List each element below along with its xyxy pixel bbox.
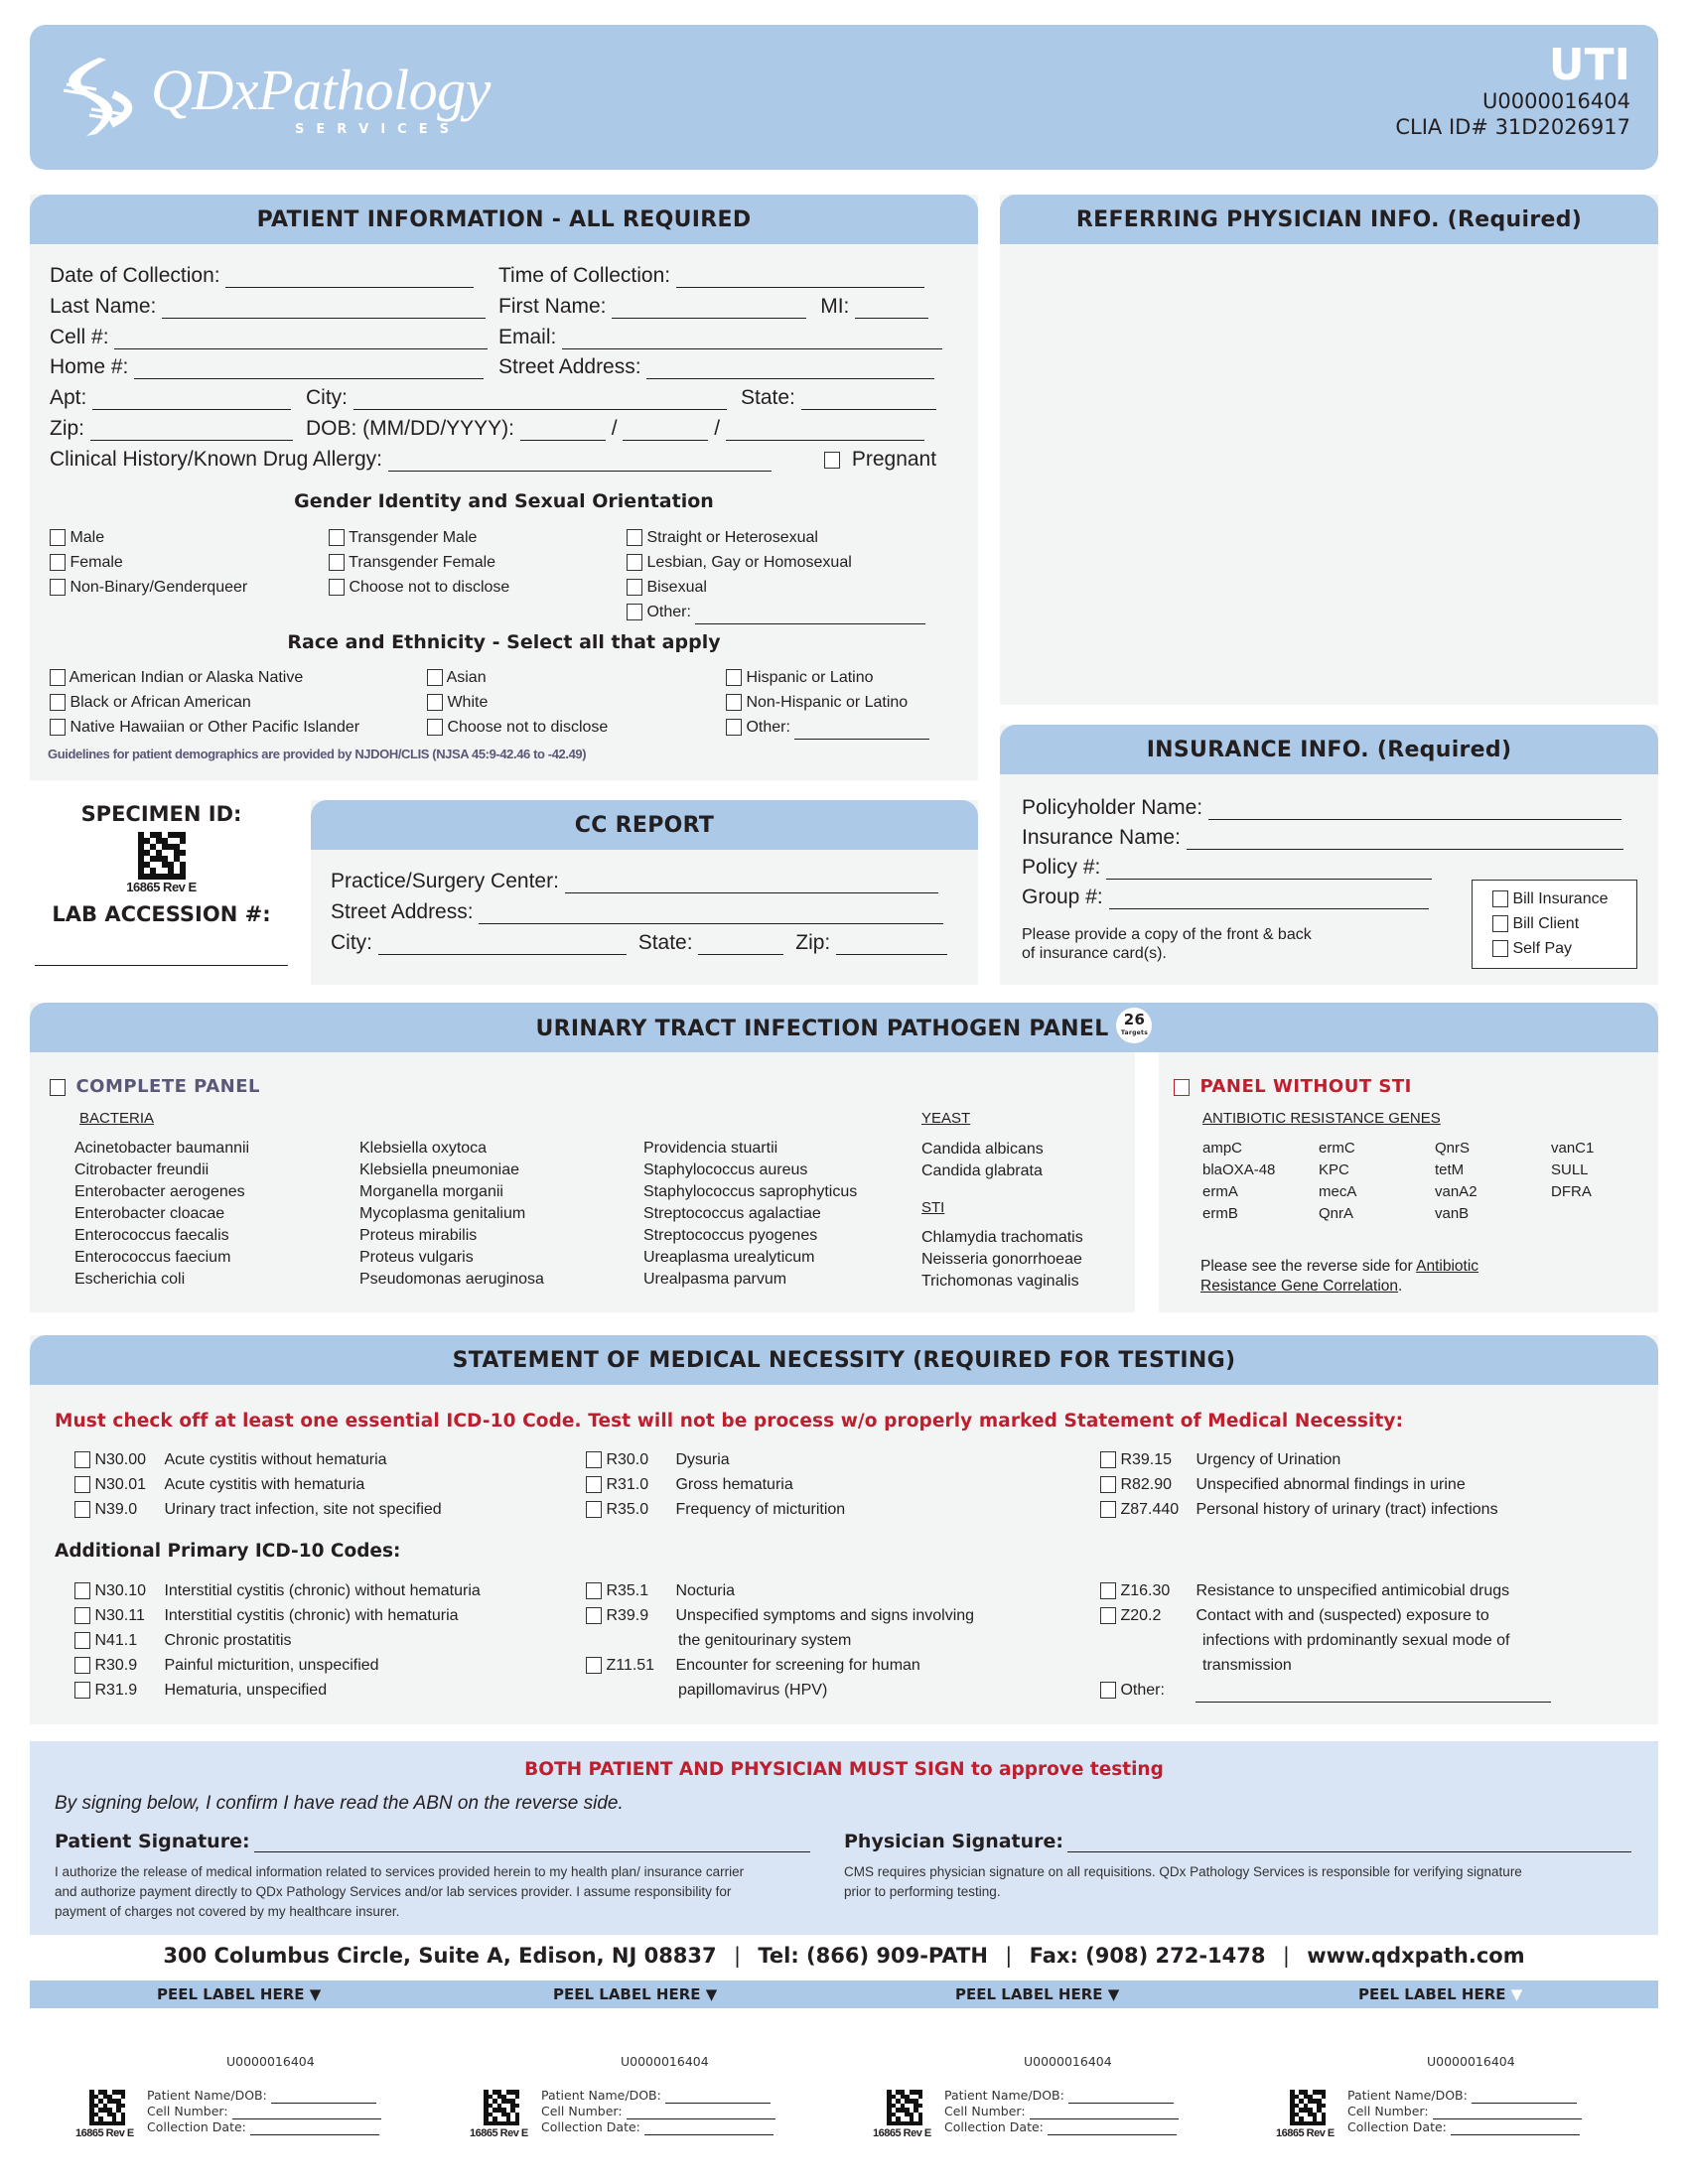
ethnicity-option-other[interactable]: Other: xyxy=(726,715,929,740)
bacteria-col-3: Providencia stuartii Staphylococcus aureus Staphylococcus saprophyticus Streptococcus agalactiae Streptococcus pyogenes Ureaplasma urealyticum Urealpasma parvum xyxy=(643,1140,858,1288)
label-id: U0000016404 xyxy=(226,2054,315,2069)
city-field[interactable] xyxy=(353,390,727,410)
label-sticker-3[interactable]: U0000016404 16865 Rev E Patient Name/DOB: Cell Number: Collection Date: xyxy=(867,2050,1204,2159)
race-col-1 xyxy=(50,665,359,740)
footer-fax: Fax: (908) 272-1478 xyxy=(1029,1944,1266,1968)
cell-label: Cell #: xyxy=(50,326,109,348)
clinical-history-field[interactable] xyxy=(388,452,772,472)
icd-option[interactable]: R30.0 Dysuria xyxy=(586,1447,845,1472)
label-patient-name-field[interactable] xyxy=(665,2092,771,2104)
gender-option[interactable]: Male xyxy=(50,525,247,550)
cc-report-title: CC REPORT xyxy=(574,813,715,838)
pregnant-checkbox[interactable] xyxy=(824,452,840,469)
antibiotic-correlation-link-2[interactable]: Resistance Gene Correlation xyxy=(1200,1278,1399,1295)
state-field[interactable] xyxy=(801,390,936,410)
label-patient-name-field[interactable] xyxy=(271,2092,376,2104)
orientation-option[interactable]: Lesbian, Gay or Homosexual xyxy=(627,550,925,575)
label-collection-field[interactable] xyxy=(1048,2123,1177,2135)
specimen-id-title: SPECIMEN ID: xyxy=(80,802,242,826)
label-id: U0000016404 xyxy=(1427,2054,1515,2069)
datamatrix-barcode-icon xyxy=(89,2090,125,2125)
dob-year-field[interactable] xyxy=(726,421,924,441)
peel-label-4: PEEL LABEL HERE ▼ xyxy=(1358,1985,1523,2003)
icd-option[interactable]: R35.1 Nocturia xyxy=(586,1578,974,1603)
label-patient-name-field[interactable] xyxy=(1472,2092,1577,2104)
logo-subtext: SERVICES xyxy=(295,122,461,137)
bill-insurance-option[interactable]: Bill Insurance xyxy=(1492,887,1636,911)
insurance-title: INSURANCE INFO. (Required) xyxy=(1146,738,1512,762)
additional-codes-col-3: Z16.30 Resistance to unspecified antimicobial drugs Z20.2 Contact with and (suspected) exposure to infections with prdominantly sexual mode of transmission Other: xyxy=(1100,1578,1551,1703)
icd-option[interactable]: Z11.51 Encounter for screening for human xyxy=(586,1653,974,1678)
medical-necessity-title: STATEMENT OF MEDICAL NECESSITY (REQUIRED FOR TESTING) xyxy=(452,1348,1236,1373)
street-address-label: Street Address: xyxy=(498,355,641,378)
cc-street-field[interactable] xyxy=(479,904,943,924)
billing-options-box xyxy=(1472,880,1637,969)
clinical-history-label: Clinical History/Known Drug Allergy: xyxy=(50,448,382,471)
logo-text: QDxPathology xyxy=(151,58,491,122)
specimen-rev: 16865 Rev E xyxy=(126,880,197,894)
cc-zip-field[interactable] xyxy=(836,935,947,955)
zip-label: Zip: xyxy=(50,417,85,440)
gender-option[interactable]: Transgender Male xyxy=(329,525,509,550)
essential-codes-col-2 xyxy=(586,1447,845,1522)
race-option[interactable]: White xyxy=(427,690,608,715)
cell-field[interactable] xyxy=(114,330,488,349)
footer-address: 300 Columbus Circle, Suite A, Edison, NJ 08837 xyxy=(163,1944,717,1968)
mi-label: MI: xyxy=(820,295,850,318)
physician-signature-label: Physician Signature: xyxy=(844,1831,1064,1852)
header-banner xyxy=(30,25,1658,170)
date-of-collection-field[interactable] xyxy=(225,268,474,288)
patient-authorization-note: I authorize the release of medical information related to services provided herein to my health plan/ insurance carrier and authorize payment directly to QDx Pathology Services and/or lab services provider. I assume responsibility for payment of charges not covered by my healthcare insurer. xyxy=(55,1864,745,1919)
icd-option[interactable]: R39.9 Unspecified symptoms and signs involving xyxy=(586,1603,974,1628)
first-name-field[interactable] xyxy=(612,299,806,319)
essential-codes-col-1 xyxy=(74,1447,442,1522)
footer-contact: 300 Columbus Circle, Suite A, Edison, NJ 08837 | Tel: (866) 909-PATH | Fax: (908) 272-1478 | www.qdxpath.com xyxy=(163,1944,1525,1968)
icd-option[interactable]: N30.00 Acute cystitis without hematuria xyxy=(74,1447,442,1472)
race-option[interactable]: Choose not to disclose xyxy=(427,715,608,740)
label-sticker-1[interactable]: U0000016404 16865 Rev E Patient Name/DOB: Cell Number: Collection Date: xyxy=(70,2050,407,2159)
arrow-down-icon: ▼ xyxy=(304,1985,322,2003)
label-rev: 16865 Rev E xyxy=(75,2127,134,2139)
footer-tel: Tel: (866) 909-PATH xyxy=(758,1944,988,1968)
sign-requirement-title: BOTH PATIENT AND PHYSICIAN MUST SIGN to approve testing xyxy=(524,1759,1164,1780)
sti-heading: STI xyxy=(921,1199,945,1216)
dna-helix-icon xyxy=(52,55,146,139)
insurance-name-field[interactable] xyxy=(1187,830,1623,850)
icd-option[interactable]: Z16.30 Resistance to unspecified antimicobial drugs xyxy=(1100,1578,1551,1603)
mi-field[interactable] xyxy=(855,299,928,319)
label-rev: 16865 Rev E xyxy=(873,2127,931,2139)
time-of-collection-field[interactable] xyxy=(676,268,924,288)
practice-field[interactable] xyxy=(565,874,938,893)
genes-col-4: vanC1 SULL DFRA xyxy=(1551,1140,1595,1200)
cc-city-label: City: xyxy=(331,931,372,954)
street-address-field[interactable] xyxy=(646,359,934,379)
policyholder-label: Policyholder Name: xyxy=(1022,796,1203,819)
bill-client-option[interactable]: Bill Client xyxy=(1492,911,1636,936)
label-collection-field[interactable] xyxy=(1451,2123,1580,2135)
home-phone-label: Home #: xyxy=(50,355,129,378)
race-option[interactable]: American Indian or Alaska Native xyxy=(50,665,359,690)
peel-label-1: PEEL LABEL HERE ▼ xyxy=(157,1985,322,2003)
icd-option[interactable]: R30.9 Painful micturition, unspecified xyxy=(74,1653,481,1678)
icd-option[interactable]: N41.1 Chronic prostatitis xyxy=(74,1628,481,1653)
dob-month-field[interactable] xyxy=(520,421,606,441)
group-number-field[interactable] xyxy=(1109,889,1429,909)
clia-id: CLIA ID# 31D2026917 xyxy=(1395,115,1630,139)
referring-physician-title: REFERRING PHYSICIAN INFO. (Required) xyxy=(1075,207,1583,232)
cc-street-label: Street Address: xyxy=(331,900,474,923)
ethnicity-col xyxy=(726,665,929,740)
requisition-id: U0000016404 xyxy=(1482,89,1630,113)
genes-col-2: ermC KPC mecA QnrA xyxy=(1319,1140,1357,1222)
patient-info-title: PATIENT INFORMATION - ALL REQUIRED xyxy=(256,207,752,232)
first-name-label: First Name: xyxy=(498,295,607,318)
label-id: U0000016404 xyxy=(621,2054,709,2069)
email-field[interactable] xyxy=(562,330,942,349)
arrow-down-icon: ▼ xyxy=(1102,1985,1120,2003)
gender-section-title: Gender Identity and Sexual Orientation xyxy=(294,490,714,512)
datamatrix-barcode-icon xyxy=(887,2090,922,2125)
signature-panel xyxy=(30,1741,1658,1935)
essential-codes-col-3 xyxy=(1100,1447,1498,1522)
label-sticker-4[interactable]: U0000016404 16865 Rev E Patient Name/DOB: Cell Number: Collection Date: xyxy=(1270,2050,1608,2159)
arrow-down-icon: ▼ xyxy=(700,1985,718,2003)
test-type: UTI xyxy=(1548,40,1630,90)
ethnicity-option[interactable]: Hispanic or Latino xyxy=(726,665,929,690)
insurance-name-label: Insurance Name: xyxy=(1022,826,1181,849)
icd-option[interactable]: N30.01 Acute cystitis with hematuria xyxy=(74,1472,442,1497)
pathogen-panel-title: URINARY TRACT INFECTION PATHOGEN PANEL 26 Targets xyxy=(30,1016,1658,1043)
patient-info-panel: PATIENT INFORMATION - ALL REQUIRED Date of Collection: Time of Collection: Last Name: First Name: MI: Cell #: Email: Home #: Street Address: Apt: City: State: Zip: DOB: (MM/DD/YYYY): / / Clinical History/Known Drug Allergy: Pregnant Gender Identity and Sexual Orientation Male Female Non-Binary/Genderqueer Transgender Male Transgender Female Choose not to disclose Straight or Heterosexual Lesbian, Gay or Homosexual Bisexual Other: Race and Ethnicity - Select all that apply American Indian or Alaska Native Black or African American Native Hawaiian or Other Pacific Islander Asian White Choose not to disclose Hispanic or Latino Non-Hispanic or Latino Other: Guidelines for patient demographics are provided by NJDOH/CLIS (NJSA 45:9-42.46 to -42.49) xyxy=(30,195,978,780)
icd-option[interactable]: N30.10 Interstitial cystitis (chronic) without hematuria xyxy=(74,1578,481,1603)
datamatrix-barcode-icon xyxy=(138,832,186,880)
apt-label: Apt: xyxy=(50,386,87,409)
peel-label-2: PEEL LABEL HERE ▼ xyxy=(553,1985,718,2003)
additional-codes-col-1 xyxy=(74,1578,481,1703)
peel-label-3: PEEL LABEL HERE ▼ xyxy=(955,1985,1120,2003)
time-of-collection-label: Time of Collection: xyxy=(498,264,671,287)
practice-label: Practice/Surgery Center: xyxy=(331,870,559,892)
label-collection-field[interactable] xyxy=(644,2123,774,2135)
group-number-label: Group #: xyxy=(1022,886,1103,908)
policyholder-field[interactable] xyxy=(1208,800,1621,820)
last-name-label: Last Name: xyxy=(50,295,157,318)
ethnicity-option[interactable]: Non-Hispanic or Latino xyxy=(726,690,929,715)
insurance-card-note-2: of insurance card(s). xyxy=(1022,945,1167,962)
label-id: U0000016404 xyxy=(1024,2054,1112,2069)
lab-accession-label: LAB ACCESSION #: xyxy=(52,902,271,926)
race-section-title: Race and Ethnicity - Select all that apply xyxy=(287,631,721,653)
specimen-id-block xyxy=(30,794,293,983)
patient-signature-label: Patient Signature: xyxy=(55,1831,250,1852)
genes-col-3: QnrS tetM vanA2 vanB xyxy=(1435,1140,1477,1222)
policy-number-field[interactable] xyxy=(1106,860,1432,880)
city-label: City: xyxy=(306,386,348,409)
cc-state-field[interactable] xyxy=(698,935,783,955)
referring-physician-panel xyxy=(1000,195,1658,705)
demographics-guidelines: Guidelines for patient demographics are provided by NJDOH/CLIS (NJSA 45:9-42.46 to -42.49) xyxy=(48,747,587,761)
icd-option[interactable]: N30.11 Interstitial cystitis (chronic) with hematuria xyxy=(74,1603,481,1628)
race-option[interactable]: Native Hawaiian or Other Pacific Islander xyxy=(50,715,359,740)
referring-physician-stamp-area[interactable] xyxy=(1000,244,1658,705)
patient-signature-field[interactable] xyxy=(254,1833,810,1852)
label-cell-field[interactable] xyxy=(627,2108,775,2119)
logo xyxy=(52,55,608,144)
yeast-list: Candida albicans Candida glabrata xyxy=(921,1141,1044,1179)
pathogen-panel xyxy=(30,1003,1658,1312)
last-name-field[interactable] xyxy=(162,299,486,319)
pregnant-label: Pregnant xyxy=(851,448,937,471)
abn-confirmation: By signing below, I confirm I have read the ABN on the reverse side. xyxy=(55,1793,624,1814)
dob-day-field[interactable] xyxy=(623,421,708,441)
physician-cms-note: CMS requires physician signature on all requisitions. QDx Pathology Services is responsible for verifying signature prior to performing testing. xyxy=(844,1864,1522,1899)
datamatrix-barcode-icon xyxy=(1290,2090,1326,2125)
race-option[interactable]: Asian xyxy=(427,665,608,690)
resistance-genes-heading: ANTIBIOTIC RESISTANCE GENES xyxy=(1202,1110,1441,1127)
genes-col-1: ampC blaOXA-48 ermA ermB xyxy=(1202,1140,1276,1222)
lab-accession-field[interactable] xyxy=(35,965,288,966)
yeast-heading: YEAST xyxy=(921,1110,971,1127)
dob-label: DOB: (MM/DD/YYYY): xyxy=(306,417,515,440)
icd-option[interactable]: R31.0 Gross hematuria xyxy=(586,1472,845,1497)
footer-website[interactable]: www.qdxpath.com xyxy=(1307,1944,1525,1968)
race-option[interactable]: Black or African American xyxy=(50,690,359,715)
orientation-option[interactable]: Bisexual xyxy=(627,575,925,600)
gender-option[interactable]: Non-Binary/Genderqueer xyxy=(50,575,247,600)
cc-report-panel xyxy=(311,800,978,985)
self-pay-option[interactable]: Self Pay xyxy=(1492,936,1636,961)
peel-label-bar xyxy=(30,1980,1658,2008)
icd-option[interactable]: R35.0 Frequency of micturition xyxy=(586,1497,845,1522)
icd-option[interactable]: R39.15 Urgency of Urination xyxy=(1100,1447,1498,1472)
home-phone-field[interactable] xyxy=(134,359,484,379)
apt-field[interactable] xyxy=(92,390,291,410)
label-patient-name-field[interactable] xyxy=(1068,2092,1174,2104)
orientation-option[interactable]: Straight or Heterosexual xyxy=(627,525,925,550)
label-sticker-2[interactable]: U0000016404 16865 Rev E Patient Name/DOB: Cell Number: Collection Date: xyxy=(464,2050,801,2159)
label-rev: 16865 Rev E xyxy=(1276,2127,1335,2139)
label-rev: 16865 Rev E xyxy=(470,2127,528,2139)
panel-without-sti-option[interactable]: PANEL WITHOUT STI xyxy=(1174,1076,1412,1097)
cc-zip-label: Zip: xyxy=(795,931,831,954)
bacteria-col-2: Klebsiella oxytoca Klebsiella pneumoniae Morganella morganii Mycoplasma genitalium Proteus mirabilis Proteus vulgaris Pseudomonas aeruginosa xyxy=(359,1140,544,1288)
label-cell-field[interactable] xyxy=(232,2108,381,2119)
physician-signature-field[interactable] xyxy=(1067,1833,1631,1852)
additional-codes-col-2: R35.1 Nocturia R39.9 Unspecified symptoms and signs involving the genitourinary system Z11.51 Encounter for screening for human papillomavirus (HPV) xyxy=(586,1578,974,1703)
antibiotic-correlation-link[interactable]: Antibiotic xyxy=(1416,1258,1479,1275)
policy-number-label: Policy #: xyxy=(1022,856,1101,879)
race-col-2 xyxy=(427,665,608,740)
date-of-collection-label: Date of Collection: xyxy=(50,264,220,287)
arrow-down-icon: ▼ xyxy=(1505,1985,1523,2003)
targets-badge: 26 Targets xyxy=(1116,1008,1152,1043)
label-cell-field[interactable] xyxy=(1030,2108,1179,2119)
icd-warning: Must check off at least one essential ICD-10 Code. Test will not be process w/o properly marked Statement of Medical Necessity: xyxy=(55,1411,1404,1432)
gender-col-2 xyxy=(329,525,509,600)
gender-option[interactable]: Transgender Female xyxy=(329,550,509,575)
label-collection-field[interactable] xyxy=(250,2123,379,2135)
orientation-option-other[interactable]: Other: xyxy=(627,600,925,624)
medical-necessity-panel xyxy=(30,1335,1658,1724)
icd-option-other[interactable]: Other: xyxy=(1100,1678,1551,1703)
gender-option[interactable]: Female xyxy=(50,550,247,575)
icd-option[interactable]: R31.9 Hematuria, unspecified xyxy=(74,1678,481,1703)
icd-option[interactable]: Z87.440 Personal history of urinary (tract) infections xyxy=(1100,1497,1498,1522)
label-cell-field[interactable] xyxy=(1433,2108,1582,2119)
gender-option[interactable]: Choose not to disclose xyxy=(329,575,509,600)
email-label: Email: xyxy=(498,326,557,348)
insurance-card-note-1: Please provide a copy of the front & back xyxy=(1022,926,1312,943)
datamatrix-barcode-icon xyxy=(484,2090,519,2125)
cc-state-label: State: xyxy=(637,931,693,954)
bacteria-heading: BACTERIA xyxy=(79,1110,155,1127)
sti-list: Chlamydia trachomatis Neisseria gonorrhoeae Trichomonas vaginalis xyxy=(921,1229,1083,1290)
reverse-side-note: Please see the reverse side for Antibiotic Resistance Gene Correlation. xyxy=(1200,1258,1479,1295)
complete-panel-option[interactable]: COMPLETE PANEL xyxy=(50,1076,260,1097)
icd-option[interactable]: N39.0 Urinary tract infection, site not specified xyxy=(74,1497,442,1522)
bacteria-col-1: Acinetobacter baumannii Citrobacter freundii Enterobacter aerogenes Enterobacter cloacae Enterococcus faecalis Enterococcus faecium Escherichia coli xyxy=(74,1140,250,1288)
gender-col-1 xyxy=(50,525,247,600)
insurance-panel xyxy=(1000,725,1658,985)
additional-codes-title: Additional Primary ICD-10 Codes: xyxy=(55,1541,401,1562)
icd-option[interactable]: Z20.2 Contact with and (suspected) exposure to xyxy=(1100,1603,1551,1628)
orientation-col xyxy=(627,525,925,624)
cc-city-field[interactable] xyxy=(378,935,627,955)
icd-option[interactable]: R82.90 Unspecified abnormal findings in urine xyxy=(1100,1472,1498,1497)
zip-field[interactable] xyxy=(90,421,293,441)
state-label: State: xyxy=(741,386,795,409)
